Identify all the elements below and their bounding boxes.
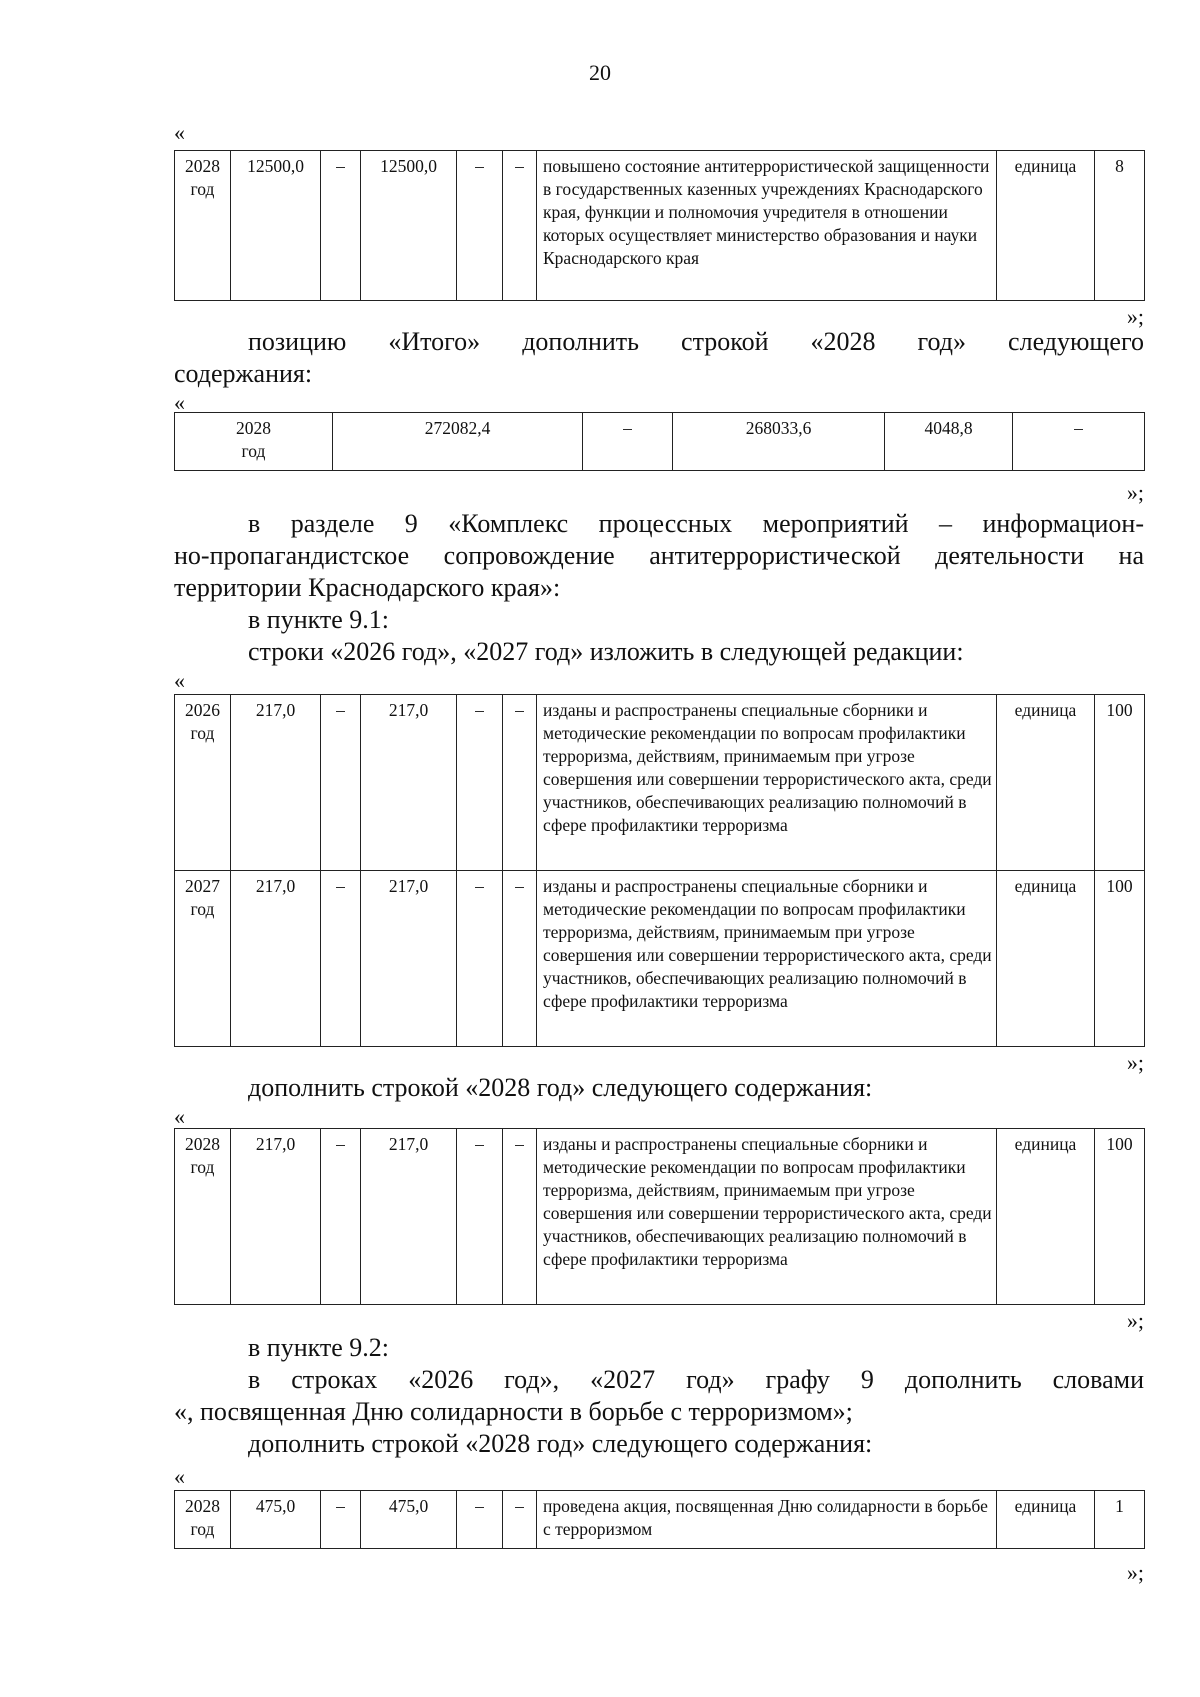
result-description-cell: изданы и распространены специальные сборники и методические рекомендации по вопросам профилактики терроризма, действиям, принимаемым при угрозе совершения или совершении террористического акта, среди участников, обеспечивающих реализацию полномочий в сфере профилактики терроризма (537, 695, 997, 871)
table-9-1-2028 (174, 1128, 1145, 1305)
table-row (175, 695, 1145, 871)
value-cell: 100 (1095, 871, 1145, 1047)
regional-budget-cell: 217,0 (361, 695, 457, 871)
paragraph-rows-2026-2027: строки «2026 год», «2027 год» изложить в следующей редакции: (248, 637, 964, 666)
year-cell: 2027 год (175, 871, 231, 1047)
dash-cell: – (503, 695, 537, 871)
dash-cell: – (457, 151, 503, 301)
total-cell: 217,0 (231, 1129, 321, 1305)
year-cell: 2028 год (175, 1491, 231, 1549)
unit-cell: единица (997, 1491, 1095, 1549)
table-row (175, 871, 1145, 1047)
paragraph-itogo-line1: позицию «Итого» дополнить строкой «2028 год» следующего (248, 327, 1144, 356)
paragraph-section9-line2: но-пропагандистское сопровождение антитеррористической деятельности на (174, 541, 1144, 570)
total-cell: 217,0 (231, 871, 321, 1047)
dash-cell: – (321, 1491, 361, 1549)
close-quote: »; (1126, 1050, 1144, 1075)
total-cell: 217,0 (231, 695, 321, 871)
year-cell: 2028 год (175, 1129, 231, 1305)
dash-cell: – (457, 1491, 503, 1549)
dash-cell: – (503, 1129, 537, 1305)
paragraph-point-9-1: в пункте 9.1: (248, 605, 390, 634)
open-quote: « (174, 668, 185, 693)
total-cell: 475,0 (231, 1491, 321, 1549)
open-quote: « (174, 120, 185, 145)
paragraph-section9-line3: территории Краснодарского края»: (174, 573, 561, 602)
unit-cell: единица (997, 151, 1095, 301)
regional-budget-cell: 12500,0 (361, 151, 457, 301)
dash-cell: – (583, 413, 673, 471)
dash-cell: – (457, 871, 503, 1047)
dash-cell: – (321, 695, 361, 871)
table-9-2-2028 (174, 1490, 1145, 1549)
table-row (175, 1491, 1145, 1549)
value-cell: 100 (1095, 695, 1145, 871)
dash-cell: – (457, 695, 503, 871)
dash-cell: – (503, 871, 537, 1047)
dash-cell: – (503, 151, 537, 301)
paragraph-rows-graf-9: в строках «2026 год», «2027 год» графу 9 дополнить словами (248, 1365, 1144, 1394)
close-quote: »; (1126, 1308, 1144, 1333)
year-cell: 2026 год (175, 695, 231, 871)
paragraph-add-2028: дополнить строкой «2028 год» следующего содержания: (248, 1073, 873, 1102)
total-cell: 272082,4 (333, 413, 583, 471)
dash-cell: – (1013, 413, 1145, 471)
page-number: 20 (589, 60, 611, 85)
unit-cell: единица (997, 1129, 1095, 1305)
regional-budget-cell: 475,0 (361, 1491, 457, 1549)
result-description-cell: изданы и распространены специальные сборники и методические рекомендации по вопросам профилактики терроризма, действиям, принимаемым при угрозе совершения или совершении террористического акта, среди участников, обеспечивающих реализацию полномочий в сфере профилактики терроризма (537, 1129, 997, 1305)
unit-cell: единица (997, 695, 1095, 871)
open-quote: « (174, 390, 185, 415)
open-quote: « (174, 1464, 185, 1489)
result-description-cell: изданы и распространены специальные сборники и методические рекомендации по вопросам профилактики терроризма, действиям, принимаемым при угрозе совершения или совершении террористического акта, среди участников, обеспечивающих реализацию полномочий в сфере профилактики терроризма (537, 871, 997, 1047)
close-quote: »; (1126, 304, 1144, 329)
table-row (175, 413, 1145, 471)
dash-cell: – (321, 1129, 361, 1305)
regional-budget-cell: 217,0 (361, 871, 457, 1047)
open-quote: « (174, 1104, 185, 1129)
close-quote: »; (1126, 480, 1144, 505)
local-budget-cell: 4048,8 (885, 413, 1013, 471)
dash-cell: – (321, 871, 361, 1047)
close-quote: »; (1126, 1560, 1144, 1585)
dash-cell: – (457, 1129, 503, 1305)
paragraph-section9-line1: в разделе 9 «Комплекс процессных мероприятий – информацион- (248, 509, 1144, 538)
regional-budget-cell: 217,0 (361, 1129, 457, 1305)
dash-cell: – (503, 1491, 537, 1549)
result-description-cell: проведена акция, посвященная Дню солидарности в борьбе с терроризмом (537, 1491, 997, 1549)
table-row (175, 151, 1145, 301)
table-2028-antiterror (174, 150, 1145, 301)
table-9-1-2026-2027 (174, 694, 1145, 1047)
value-cell: 100 (1095, 1129, 1145, 1305)
unit-cell: единица (997, 871, 1095, 1047)
table-itogo-2028 (174, 412, 1145, 471)
year-cell: 2028 год (175, 413, 333, 471)
value-cell: 8 (1095, 151, 1145, 301)
year-cell: 2028 год (175, 151, 231, 301)
table-row (175, 1129, 1145, 1305)
paragraph-solidarity-day: «, посвященная Дню солидарности в борьбе с терроризмом»; (174, 1397, 853, 1426)
paragraph-point-9-2: в пункте 9.2: (248, 1333, 390, 1362)
dash-cell: – (321, 151, 361, 301)
regional-budget-cell: 268033,6 (673, 413, 885, 471)
value-cell: 1 (1095, 1491, 1145, 1549)
total-cell: 12500,0 (231, 151, 321, 301)
result-description-cell: повышено состояние антитеррористической защищенности в государственных казенных учреждениях Краснодарского края, функции и полномочия учредителя в отношении которых осуществляет министерство образования и науки Краснодарского края (537, 151, 997, 301)
paragraph-itogo-line2: содержания: (174, 359, 313, 388)
paragraph-add-2028-second: дополнить строкой «2028 год» следующего содержания: (248, 1429, 873, 1458)
